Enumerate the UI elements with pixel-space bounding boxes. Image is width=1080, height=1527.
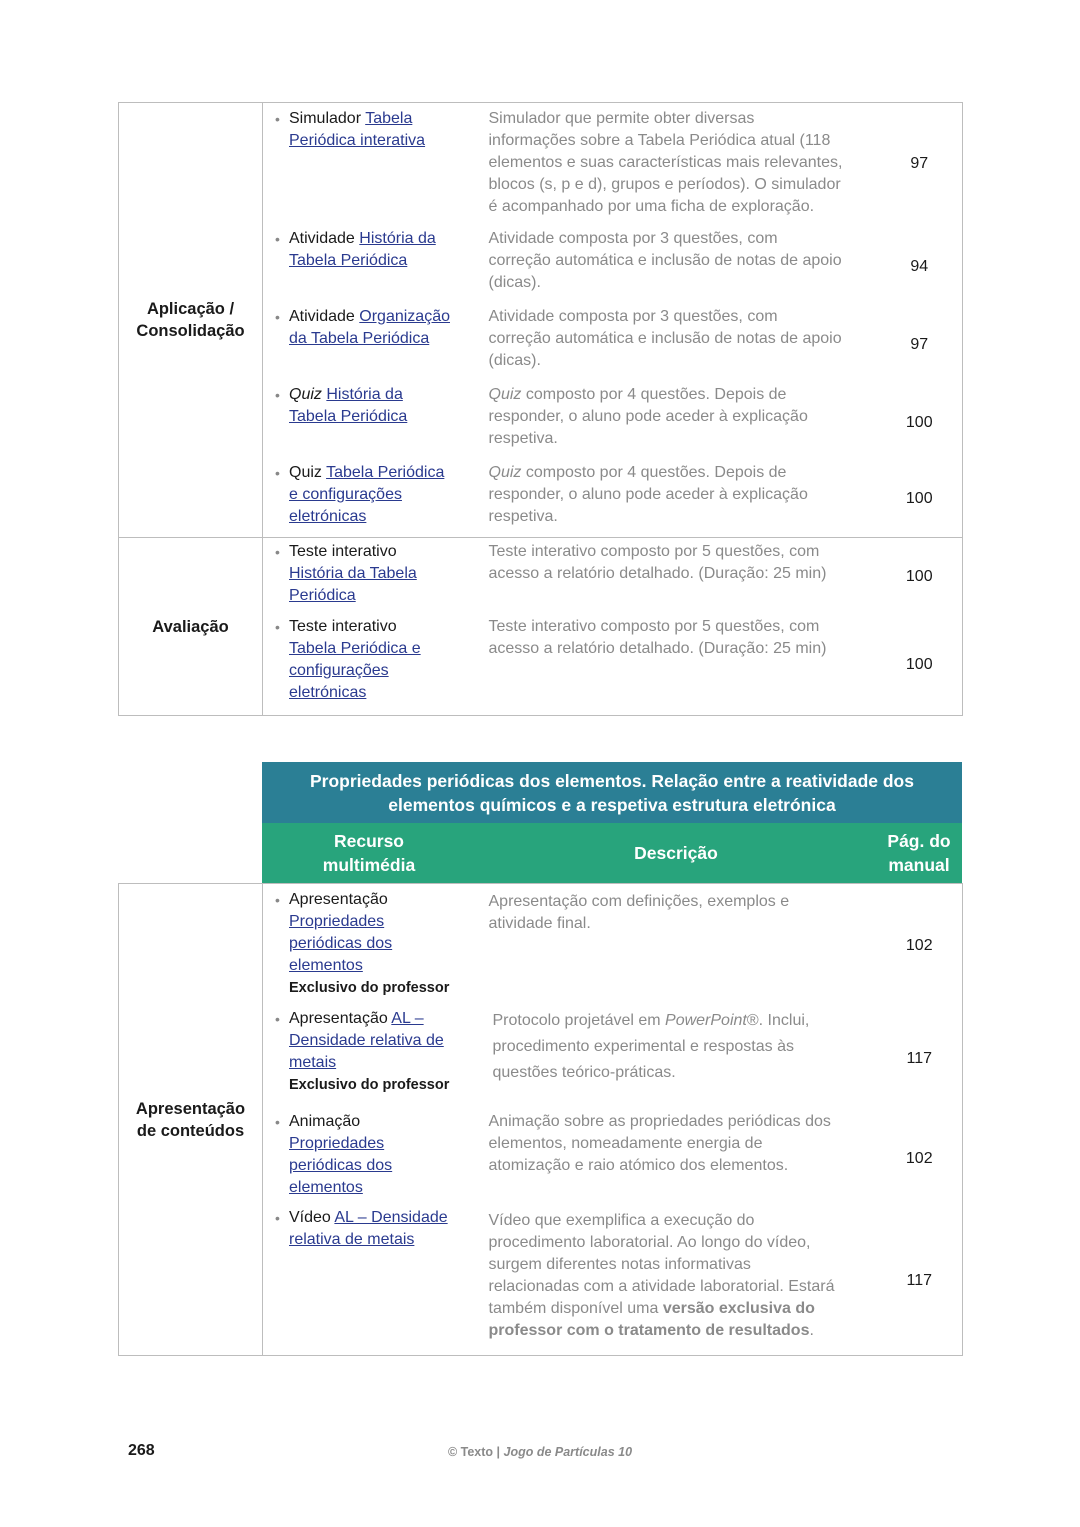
description-cell: Atividade composta por 3 questões, com correção automática e inclusão de notas de apoio (dicas). <box>488 229 842 291</box>
resources-table-2 <box>118 883 963 1356</box>
resource-cell: • Atividade Organização da Tabela Periódica <box>263 306 475 384</box>
column-header-page: Pág. do manual <box>887 831 951 875</box>
link-animacao-propriedades[interactable]: Propriedades periódicas dos elementos <box>289 1134 393 1196</box>
bullet-icon: • <box>275 892 280 908</box>
bullet-icon: • <box>275 308 280 325</box>
column-header-row <box>262 823 962 883</box>
bullet-icon: • <box>275 230 280 247</box>
description-cell: Animação sobre as propriedades periódicas dos elementos, nomeadamente energia de atomização e raio atómico dos elementos. <box>488 1112 831 1174</box>
bullet-icon: • <box>275 544 280 560</box>
link-organizacao-tabela[interactable]: Organização da Tabela Periódica <box>289 307 450 347</box>
description-cell: Simulador que permite obter diversas informações sobre a Tabela Periódica atual (118 elementos e suas características mais relevantes, blocos (s, p e d), grupos e períodos). O simulador é acompanhado por uma ficha de exploração. <box>475 103 877 228</box>
bullet-icon: • <box>275 464 280 481</box>
category-avaliacao: Avaliação <box>119 538 263 716</box>
page-number: 94 <box>877 228 963 306</box>
page-number: 117 <box>877 1207 963 1356</box>
bullet-icon: • <box>275 111 280 127</box>
category-apresentacao: Apresentação de conteúdos <box>119 884 263 1356</box>
link-apresentacao-propriedades[interactable]: Propriedades periódicas dos elementos <box>289 913 393 974</box>
link-historia-tabela[interactable]: História da Tabela Periódica <box>289 229 436 269</box>
page-number: 117 <box>877 1008 963 1111</box>
resource-cell: • Teste interativo História da Tabela Periódica <box>263 538 475 616</box>
link-apresentacao-al-densidade[interactable]: AL – Densidade relativa de metais <box>289 1009 444 1071</box>
description-cell: Vídeo que exemplifica a execução do procedimento laboratorial. Ao longo do vídeo, surgem diferentes notas informativas relacionadas com a atividade laboratorial. Estará também disponível uma versão exclusiva do professor com o tratamento de resultados. <box>475 1207 877 1356</box>
description-cell: Teste interativo composto por 5 questões, com acesso a relatório detalhado. (Duração: 25 min) <box>488 543 827 582</box>
bullet-icon: • <box>275 1113 280 1130</box>
column-header-description: Descrição <box>634 843 718 863</box>
description-cell: Atividade composta por 3 questões, com correção automática e inclusão de notas de apoio (dicas). <box>488 307 842 369</box>
category-aplicacao: Aplicação / Consolidação <box>119 103 263 538</box>
description-cell: Quiz composto por 4 questões. Depois de responder, o aluno pode aceder à explicação respetiva. <box>488 385 808 447</box>
link-quiz-configuracoes[interactable]: Tabela Periódica e configurações eletrónicas <box>289 463 445 525</box>
resource-cell: • Simulador Tabela Periódica interativa <box>263 103 475 228</box>
bullet-icon: • <box>275 618 280 635</box>
resource-cell: • Vídeo AL – Densidade relativa de metais <box>263 1207 475 1356</box>
page-number: 102 <box>877 1111 963 1207</box>
resource-cell: • Quiz História da Tabela Periódica <box>263 384 475 462</box>
description-cell: Quiz composto por 4 questões. Depois de responder, o aluno pode aceder à explicação respetiva. <box>475 462 877 538</box>
page-number: 102 <box>877 884 963 1008</box>
page-number: 100 <box>877 462 963 538</box>
resource-cell: • Animação Propriedades periódicas dos elementos <box>263 1111 475 1207</box>
bullet-icon: • <box>275 1209 280 1226</box>
page-number-footer: 268 <box>128 1442 155 1459</box>
page-number: 97 <box>877 306 963 384</box>
link-teste-historia[interactable]: História da Tabela Periódica <box>289 565 417 604</box>
resource-cell: • Apresentação Propriedades periódicas dos elementos Exclusivo do professor <box>263 884 475 1008</box>
footer-copyright: © Texto | Jogo de Partículas 10 <box>447 1445 633 1459</box>
resource-cell: • Apresentação AL – Densidade relativa de metais Exclusivo do professor <box>263 1008 475 1111</box>
exclusive-label: Exclusivo do professor <box>289 980 450 996</box>
bullet-icon: • <box>275 1010 280 1027</box>
page-number: 100 <box>877 538 963 616</box>
column-header-resource: Recurso multimédia <box>322 831 416 875</box>
link-tabela-periodica-interativa[interactable]: Tabela Periódica interativa <box>289 110 426 149</box>
description-cell: Protocolo projetável em PowerPoint®. Inclui, procedimento experimental e respostas às questões teórico-práticas. <box>492 1011 810 1081</box>
exclusive-label: Exclusivo do professor <box>289 1076 450 1093</box>
description-cell: Apresentação com definições, exemplos e atividade final. <box>475 884 877 1008</box>
resource-cell: • Atividade História da Tabela Periódica <box>263 228 475 306</box>
link-teste-configuracoes[interactable]: Tabela Periódica e configurações eletrónicas <box>289 639 421 701</box>
page-number: 97 <box>877 103 963 228</box>
resource-cell: • Teste interativo Tabela Periódica e configurações eletrónicas <box>263 616 475 716</box>
resources-table-1 <box>118 102 963 716</box>
resource-cell: • Quiz Tabela Periódica e configurações eletrónicas <box>263 462 475 538</box>
page-number: 100 <box>877 384 963 462</box>
link-quiz-historia[interactable]: História da Tabela Periódica <box>289 385 408 425</box>
section-title: Propriedades periódicas dos elementos. Relação entre a reatividade dos elementos químicos e a respetiva estrutura eletrónica <box>262 762 962 823</box>
link-video-al-densidade[interactable]: AL – Densidade relativa de metais <box>289 1208 448 1248</box>
bullet-icon: • <box>275 386 280 403</box>
description-cell: Teste interativo composto por 5 questões, com acesso a relatório detalhado. (Duração: 25 min) <box>475 616 877 716</box>
page-number: 100 <box>877 616 963 716</box>
